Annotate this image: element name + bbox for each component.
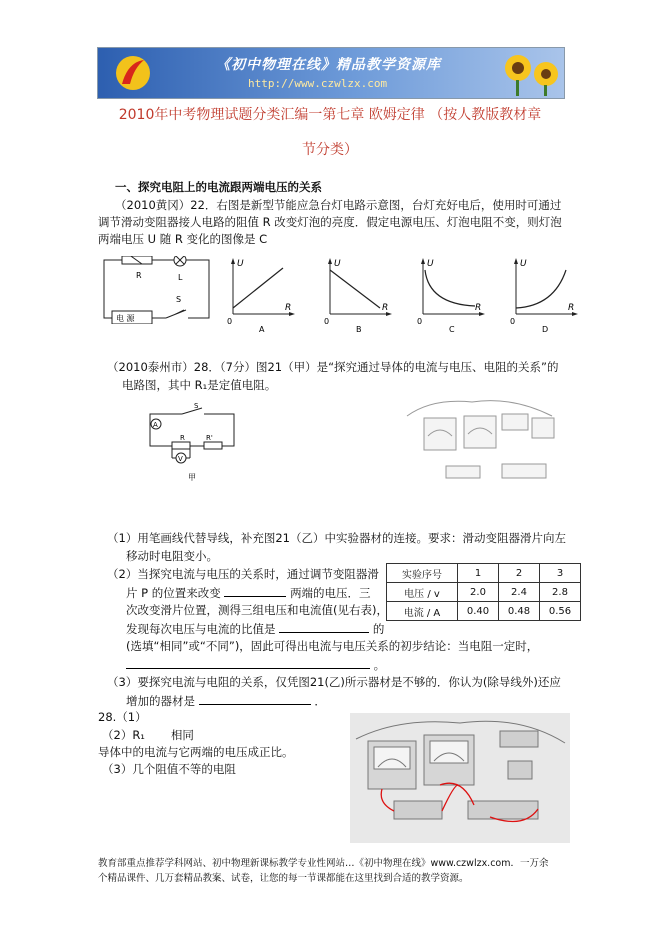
answer-blank-3[interactable] <box>126 656 370 669</box>
header-banner <box>97 47 565 99</box>
axis-r-label: R <box>475 303 482 313</box>
circuit-l-label: L <box>178 273 183 282</box>
answer-1: 28.（1） <box>98 710 147 724</box>
answer-2: （2）R₁ 相同 <box>102 728 194 742</box>
table-header-cell: 2 <box>499 564 540 583</box>
origin-label: 0 <box>227 317 233 326</box>
table-cell: 电压 / v <box>387 583 458 602</box>
section-heading: 一、探究电阻上的电流跟两端电压的关系 <box>115 180 322 194</box>
u-r-curve <box>233 268 283 308</box>
answer-blank-1[interactable] <box>224 584 286 597</box>
q22-line1: （2010黄冈）22．右图是新型节能应急台灯电路示意图，台灯充好电后，使用时可通过 <box>115 198 562 212</box>
axis-r-label: R <box>382 303 389 313</box>
u-r-curve <box>516 270 566 308</box>
q28-sub3-line2: 增加的器材是 ． <box>126 694 326 708</box>
graph-option-a <box>225 256 297 336</box>
schematic-s-label: S <box>194 402 199 410</box>
axis-r-label: R <box>285 303 292 313</box>
q28-sub2-line2: 片 P 的位置来改变 两端的电压．三 <box>126 586 371 600</box>
ammeter-label: A <box>153 421 158 429</box>
q28-sub2-line5: (选填“相同”或“不同”)，固此可得出电流与电压关系的初步结论：当电阻一定时， <box>126 639 539 653</box>
table-cell: 电流 / A <box>387 602 458 621</box>
table-cell: 2.4 <box>499 583 540 602</box>
q22-line3: 两端电压 U 随 R 变化的图像是 C <box>98 232 268 246</box>
q28-sub1-line2: 移动时电阻变小。 <box>126 549 218 563</box>
axis-u-label: U <box>334 259 341 269</box>
table-header-cell: 1 <box>458 564 499 583</box>
q28-sub2-line1: （2）当探究电流与电压的关系时，通过调节变阻器滑 <box>107 567 379 581</box>
graph-option-b <box>322 256 394 336</box>
q22-line2: 调节滑动变阻器接人电路的阻值 R 改变灯泡的亮度．假定电源电压、灯泡电阻不变，则灯泡 <box>98 215 562 229</box>
circuit-s-label: S <box>176 295 182 304</box>
table-cell: 0.40 <box>458 602 499 621</box>
origin-label: 0 <box>510 317 516 326</box>
option-label: A <box>259 325 265 334</box>
table-row <box>387 583 581 602</box>
q28-sub2-line6: 。 <box>126 656 385 674</box>
q28-line1: （2010泰州市）28．（7分）图21（甲）是“探究通过导体的电流与电压、电阻的关系”的 <box>107 360 559 374</box>
axis-u-label: U <box>237 259 244 269</box>
q28-line2: 电路图，其中 R₁是定值电阻。 <box>122 378 277 392</box>
u-r-curve <box>425 270 475 306</box>
lamp-circuit-diagram <box>98 256 213 324</box>
table-row <box>387 602 581 621</box>
answer-blank-4[interactable] <box>199 692 311 705</box>
axis-u-label: U <box>427 259 434 269</box>
schematic-jia-diagram <box>142 400 242 482</box>
answer-3: （3）几个阻值不等的电阻 <box>102 762 236 776</box>
circuit-source-label: 电 源 <box>116 314 135 323</box>
answer-2-line2: 导体中的电流与它两端的电压成正比。 <box>98 745 294 759</box>
option-label: D <box>542 325 549 334</box>
table-cell: 2.0 <box>458 583 499 602</box>
sunflower-icon <box>496 50 562 96</box>
circuit-r-label: R <box>136 271 142 280</box>
table-row <box>387 564 581 583</box>
q28-sub2-line4: 发现每次电压与电流的比值是 的 <box>126 622 385 636</box>
banner-title: 《初中物理在线》精品教学资源库 <box>216 57 441 73</box>
q28-sub3-line1: （3）要探究电流与电阻的关系，仅凭图21(乙)所示器材是不够的．你认为(除导线外)还应 <box>107 675 561 689</box>
site-logo-icon <box>114 54 152 92</box>
footer-line1: 教育部重点推荐学科网站、初中物理新课标教学专业性网站…《初中物理在线》www.czwlzx.com．一万余 <box>98 858 549 869</box>
table-header-cell: 3 <box>540 564 581 583</box>
experiment-table <box>386 563 581 621</box>
schematic-caption: 甲 <box>188 473 196 482</box>
table-cell: 0.48 <box>499 602 540 621</box>
option-label: C <box>449 325 455 334</box>
footer-line2: 个精品课件、几万套精品教案、试卷，让您的每一节课都能在这里找到合适的教学资源。 <box>98 873 469 884</box>
option-label: B <box>356 325 362 334</box>
q28-sub2-line3: 次改变滑片位置，测得三组电压和电流值(见右表)， <box>126 603 388 617</box>
origin-label: 0 <box>324 317 330 326</box>
axis-r-label: R <box>568 303 575 313</box>
q28-sub1-line1: （1）用笔画线代替导线，补充图21（乙）中实验器材的连接。要求：滑动变阻器滑片向左 <box>107 531 566 545</box>
page-title-line1: 2010年中考物理试题分类汇编一第七章 欧姆定律 （按人教版教材章 <box>118 107 542 123</box>
voltmeter-label: V <box>178 455 183 463</box>
u-r-curve <box>330 270 380 308</box>
apparatus-yi-figure <box>402 396 562 504</box>
axis-u-label: U <box>520 259 527 269</box>
graph-option-c <box>415 256 487 336</box>
schematic-r1-label: R <box>180 434 185 442</box>
graph-option-d <box>508 256 580 336</box>
wired-apparatus-photo <box>350 713 570 843</box>
origin-label: 0 <box>417 317 423 326</box>
table-cell: 2.8 <box>540 583 581 602</box>
schematic-r2-label: R' <box>206 434 213 442</box>
table-cell: 0.56 <box>540 602 581 621</box>
table-header-cell: 实验序号 <box>387 564 458 583</box>
page-title-line2: 节分类） <box>302 142 358 158</box>
answer-blank-2[interactable] <box>279 620 369 633</box>
banner-url[interactable]: http://www.czwlzx.com <box>248 77 388 90</box>
